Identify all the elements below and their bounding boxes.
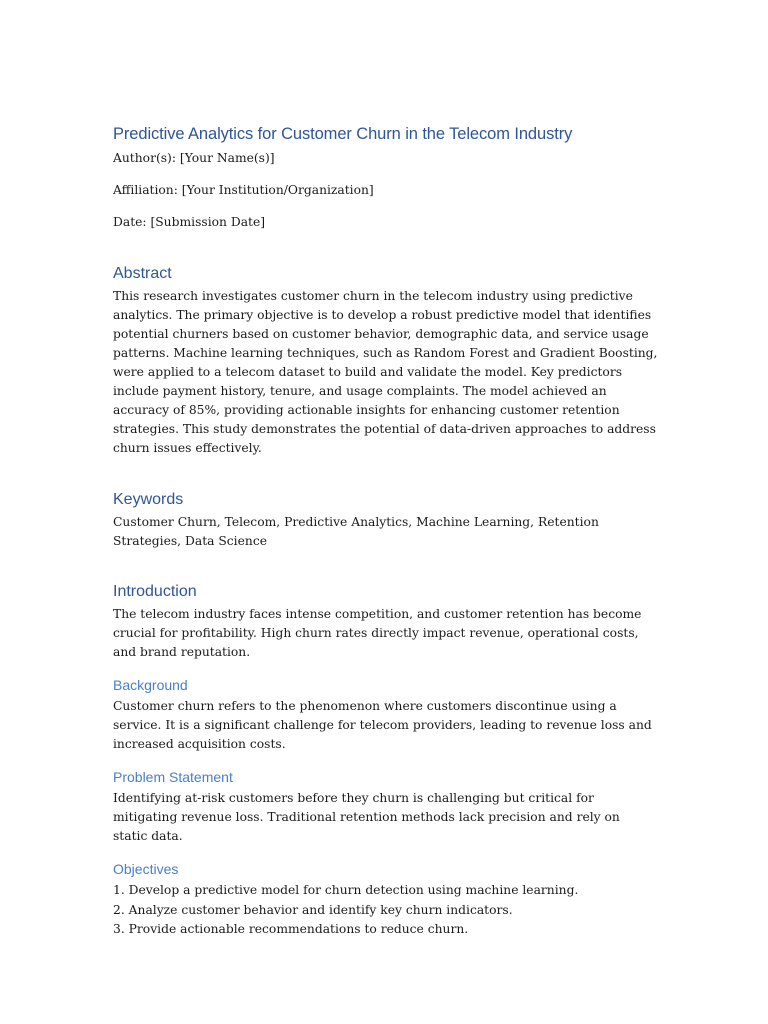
introduction-heading: Introduction: [113, 583, 197, 600]
keywords-section: [113, 489, 658, 551]
problem-statement-body: Identifying at-risk customers before they churn is challenging but critical for mitigating revenue loss. Traditional retention methods lack precision and rely on static data.: [113, 791, 620, 843]
problem-statement-section: [113, 767, 658, 846]
introduction-body: The telecom industry faces intense competition, and customer retention has become crucial for profitability. High churn rates directly impact revenue, operational costs, and brand reputation.: [113, 607, 642, 659]
abstract-section: [113, 263, 658, 458]
objective-item: 1. Develop a predictive model for churn detection using machine learning.: [113, 883, 579, 897]
background-heading: Background: [113, 677, 188, 693]
affiliation-line: Affiliation: [Your Institution/Organization]: [113, 183, 374, 197]
keywords-body: Customer Churn, Telecom, Predictive Analytics, Machine Learning, Retention Strategies, Data Science: [113, 515, 599, 548]
problem-statement-heading: Problem Statement: [113, 769, 233, 785]
objective-item: 3. Provide actionable recommendations to reduce churn.: [113, 922, 469, 936]
authors-line: Author(s): [Your Name(s)]: [113, 151, 275, 165]
keywords-heading: Keywords: [113, 491, 184, 508]
document-title: Predictive Analytics for Customer Churn in the Telecom Industry: [113, 125, 573, 143]
background-section: [113, 675, 658, 754]
document-page: [113, 122, 658, 940]
date-line: Date: [Submission Date]: [113, 215, 266, 229]
abstract-body: This research investigates customer churn in the telecom industry using predictive analytics. The primary objective is to develop a robust predictive model that identifies potential churners based on customer behavior, demographic data, and service usage patterns. Machine learning techniques, such as Random Forest and Gradient Boosting, were applied to a telecom dataset to build and validate the model. Key predictors include payment history, tenure, and usage complaints. The model achieved an accuracy of 85%, providing actionable insights for enhancing customer retention strategies. This study demonstrates the potential of data-driven approaches to address churn issues effectively.: [113, 289, 658, 455]
background-body: Customer churn refers to the phenomenon where customers discontinue using a service. It is a significant challenge for telecom providers, leading to revenue loss and increased acquisition costs.: [113, 699, 652, 751]
objectives-section: [113, 859, 658, 940]
objective-item: 2. Analyze customer behavior and identify key churn indicators.: [113, 902, 513, 917]
introduction-section: [113, 581, 658, 662]
abstract-heading: Abstract: [113, 265, 172, 282]
objectives-heading: Objectives: [113, 861, 179, 877]
